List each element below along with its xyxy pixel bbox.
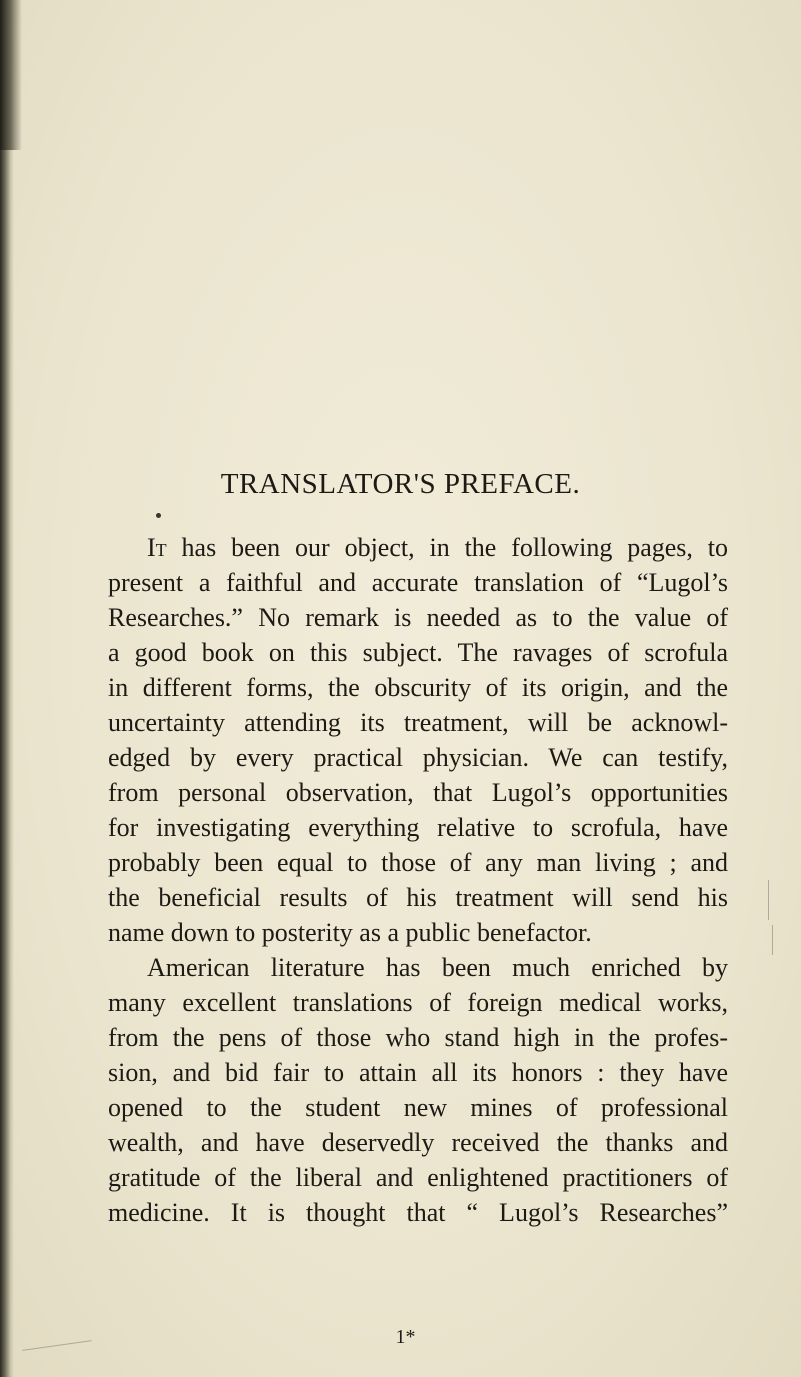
text-line-20: medicine. It is thought that “ Lugol’s Researches”: [108, 1198, 728, 1227]
text-line-1: [108, 531, 728, 565]
binding-shadow: [0, 0, 14, 1377]
show-through-mark: [768, 880, 769, 920]
text-line-15: from the pens of those who stand high in the profes-: [108, 1023, 728, 1052]
text-line-12: name down to posterity as a public benefactor.: [108, 918, 592, 947]
ink-dot: [156, 513, 161, 518]
text-line-2: present a faithful and accurate translation of “Lugol’s: [108, 568, 728, 597]
text-line-4: a good book on this subject. The ravages of scrofula: [108, 638, 728, 667]
text-line-19: gratitude of the liberal and enlightened practitioners of: [108, 1163, 728, 1192]
drop-word: It: [147, 533, 167, 562]
text-line-9: for investigating everything relative to scrofula, have: [108, 813, 728, 842]
text-line-7: edged by every practical physician. We can testify,: [108, 743, 728, 772]
text-line-5: in different forms, the obscurity of its origin, and the: [108, 673, 728, 702]
text-line-17: opened to the student new mines of professional: [108, 1093, 728, 1122]
show-through-mark: [772, 925, 773, 955]
page-title: TRANSLATOR'S PREFACE.: [220, 468, 581, 500]
text-line-10: probably been equal to those of any man living ; and: [108, 848, 728, 877]
text-line-14: many excellent translations of foreign medical works,: [108, 988, 728, 1017]
text-line-6: uncertainty attending its treatment, will be acknowl-: [108, 708, 728, 737]
signature-mark: 1*: [395, 1326, 416, 1348]
text-line-11: the beneficial results of his treatment will send his: [108, 883, 728, 912]
text-line-8: from personal observation, that Lugol’s opportunities: [108, 778, 728, 807]
text-line-13: American literature has been much enriched by: [147, 953, 728, 982]
text-line-18: wealth, and have deservedly received the thanks and: [108, 1128, 728, 1157]
binding-shadow-top: [0, 0, 22, 150]
line-text: has been our object, in the following pages, to: [181, 533, 728, 562]
text-line-16: sion, and bid fair to attain all its honors : they have: [108, 1058, 728, 1087]
text-line-3: Researches.” No remark is needed as to the value of: [108, 603, 728, 632]
